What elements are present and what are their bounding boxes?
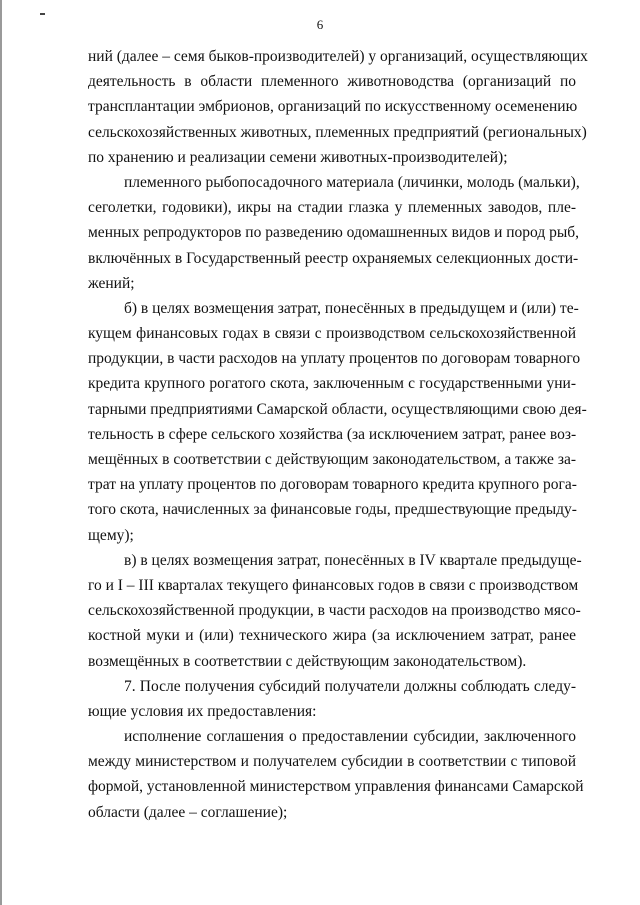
text-line: жений;: [88, 274, 135, 292]
text-line: возмещённых в соответствии с действующим законодательством).: [88, 652, 527, 670]
text-line: кущем финансовых годах в связи с производством сельскохозяйственной: [88, 325, 576, 343]
text-line: продукции, в части расходов на уплату процентов по договорам товарного: [88, 350, 581, 368]
text-line: деятельность в области племенного животноводства (организаций по: [88, 73, 576, 91]
text-line: сельскохозяйственной продукции, в части расходов на производство мясо-: [88, 602, 581, 620]
text-line: между министерством и получателем субсидии в соответствии с типовой: [88, 753, 576, 771]
text-line: ний (далее – семя быков-производителей) у организаций, осуществляющих: [88, 48, 588, 65]
text-line: по хранению и реализации семени животных-производителей);: [88, 148, 508, 166]
text-line: тельность в сфере сельского хозяйства (за исключением затрат, ранее воз-: [88, 425, 577, 443]
text-line: менных репродукторов по разведению одомашненных видов и пород рыб,: [88, 224, 580, 242]
text-line: включённых в Государственный реестр охраняемых селекционных дости-: [88, 249, 579, 267]
text-line: трансплантации эмбрионов, организаций по искусственному осеменению: [88, 98, 578, 116]
text-line: тарными предприятиями Самарской области, осуществляющими свою дея-: [88, 400, 587, 418]
text-line: сельскохозяйственных животных, племенных предприятий (региональных): [88, 123, 587, 141]
text-line: го и I – III кварталах текущего финансовых годов в связи с производством: [88, 576, 579, 594]
text-line: щему);: [88, 526, 134, 544]
scan-edge: [0, 0, 2, 905]
text-line: кредита крупного рогатого скота, заключенным с государственными уни-: [88, 375, 576, 393]
text-line: того скота, начисленных за финансовые годы, предшествующие предыду-: [88, 501, 577, 519]
paragraph-first-line: б) в целях возмещения затрат, понесённых в предыдущем и (или) те-: [124, 299, 579, 317]
scan-mark: [40, 13, 45, 15]
text-line: формой, установленной министерством управления финансами Самарской: [88, 778, 584, 796]
text-line: костной муки и (или) технического жира (за исключением затрат, ранее: [88, 627, 576, 645]
document-body: [88, 44, 588, 825]
paragraph-first-line: 7. После получения субсидий получатели должны соблюдать следу-: [124, 677, 576, 695]
paragraph-first-line: исполнение соглашения о предоставлении субсидии, заключенного: [124, 728, 576, 746]
page-number: 6: [316, 17, 324, 32]
text-line: ющие условия их предоставления:: [88, 702, 317, 720]
text-line: мещённых в соответствии с действующим законодательством, а также за-: [88, 451, 576, 468]
text-line: трат на уплату процентов по договорам товарного кредита крупного рога-: [88, 476, 577, 494]
paragraph-first-line: племенного рыбопосадочного материала (личинки, молодь (мальки),: [124, 173, 580, 191]
text-line: сеголетки, годовики), икры на стадии глазка у племенных заводов, пле-: [88, 199, 576, 217]
paragraph-first-line: в) в целях возмещения затрат, понесённых в IV квартале предыдуще-: [124, 551, 582, 569]
text-line: области (далее – соглашение);: [88, 803, 288, 821]
